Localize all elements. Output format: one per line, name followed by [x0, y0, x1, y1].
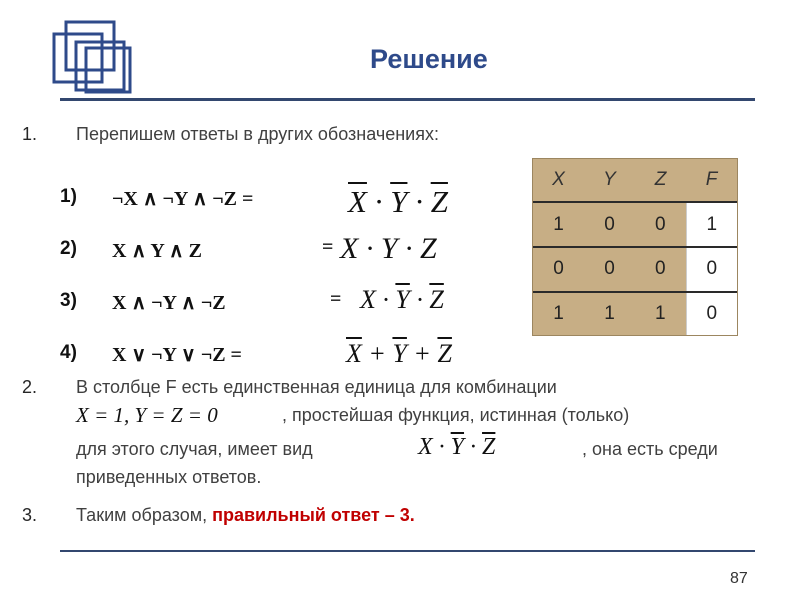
table-cell: 0 — [635, 247, 686, 292]
table-row — [533, 202, 737, 247]
option3-formula: $X \cdot \overline{Y} \cdot \overline{Z}$ — [360, 285, 444, 314]
table-cell-f: 0 — [686, 292, 737, 335]
option2-expression: X ∧ Y ∧ Z — [112, 240, 203, 262]
table-cell-f: 1 — [686, 202, 737, 247]
step3-number: 3. — [22, 505, 38, 525]
header-y: Y — [603, 169, 616, 191]
step2-line1: В столбце F есть единственная единица для комбинации — [76, 377, 557, 397]
option1-expression: ¬X ∧ ¬Y ∧ ¬Z = — [112, 188, 254, 210]
page-number: 87 — [730, 570, 748, 587]
header-f: F — [705, 169, 718, 191]
step2-condition: X = 1, Y = Z = 0 — [76, 403, 218, 427]
table-cell: 0 — [584, 247, 635, 292]
truth-table — [532, 158, 738, 336]
table-row — [533, 292, 737, 335]
option2-number: 2) — [60, 238, 77, 259]
table-cell: 0 — [584, 202, 635, 247]
correct-answer: правильный ответ – 3. — [212, 505, 415, 525]
option2-formula: X · Y · Z — [340, 232, 437, 265]
table-cell: 0 — [533, 247, 584, 292]
bottom-divider — [60, 550, 755, 552]
logo-squares-icon — [50, 18, 140, 98]
table-cell-f: 0 — [686, 247, 737, 292]
table-cell: 1 — [584, 292, 635, 335]
step2-line3-end: , она есть среди — [582, 439, 718, 459]
step3-text — [76, 505, 415, 526]
table-row — [533, 247, 737, 292]
step2-line3-start: для этого случая, имеет вид — [76, 439, 313, 459]
step2-line4: приведенных ответов. — [76, 467, 262, 487]
option1-formula: $\overline{X} \cdot \overline{Y} \cdot \overline{Z}$ — [348, 184, 448, 219]
option3-number: 3) — [60, 290, 77, 311]
table-cell: 1 — [533, 202, 584, 247]
option4-expression: X ∨ ¬Y ∨ ¬Z = — [112, 344, 242, 366]
header-z: Z — [654, 169, 667, 191]
top-divider — [60, 98, 755, 101]
step2-formula: $X \cdot \overline{Y} \cdot \overline{Z}$ — [418, 434, 496, 460]
option4-formula: $\overline{X} + \overline{Y} + \overline{Z}$ — [346, 339, 452, 368]
step2-line2: , простейшая функция, истинная (только) — [282, 405, 630, 425]
step1-text: Перепишем ответы в других обозначениях: — [76, 124, 439, 144]
option1-number: 1) — [60, 186, 77, 207]
slide-title: Решение — [370, 44, 488, 74]
table-cell: 1 — [533, 292, 584, 335]
option3-expression: X ∧ ¬Y ∧ ¬Z — [112, 292, 226, 314]
step1-number: 1. — [22, 124, 38, 144]
step3-lead: Таким образом, — [76, 505, 208, 525]
option4-number: 4) — [60, 342, 77, 363]
step2-number: 2. — [22, 377, 38, 397]
table-cell: 0 — [635, 202, 686, 247]
header-x: X — [552, 169, 565, 191]
option2-equals: = — [322, 236, 334, 258]
option3-equals: = — [330, 288, 342, 310]
table-cell: 1 — [635, 292, 686, 335]
